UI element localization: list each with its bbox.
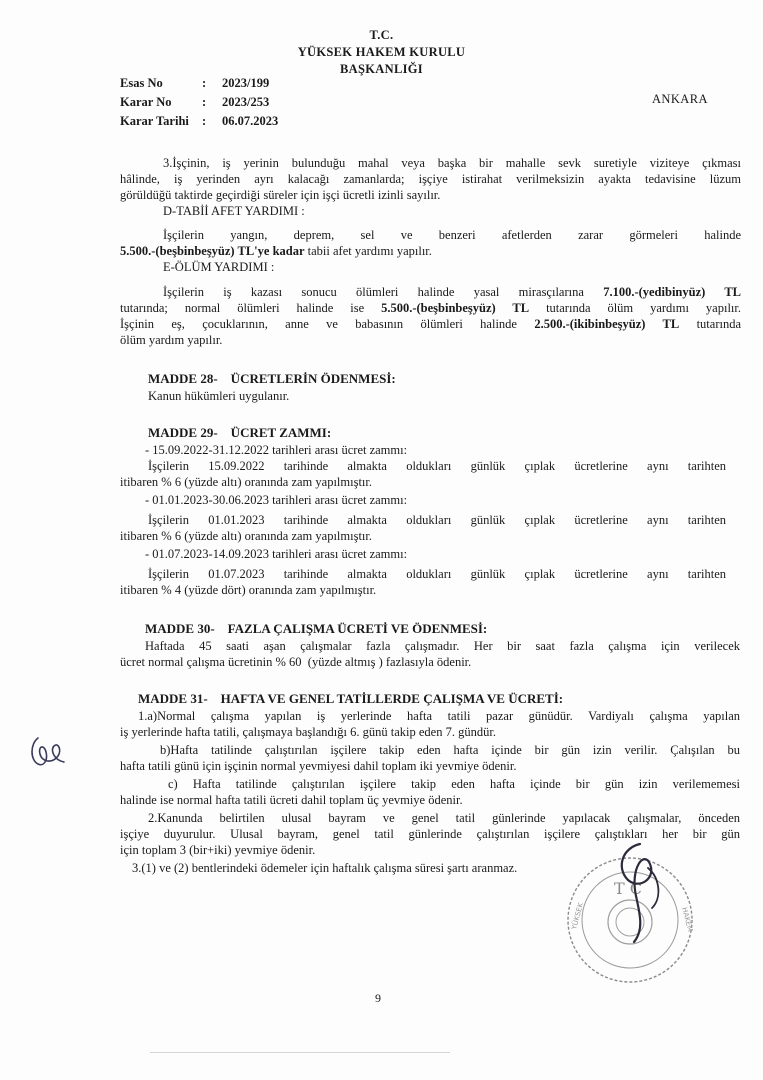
text-line: itibaren % 6 (yüzde altı) oranında zam yapılmıştır.: [120, 529, 373, 543]
esas-value: 2023/199: [222, 76, 270, 90]
text-line: [163, 285, 741, 300]
text-line: [120, 244, 432, 259]
amount: 5.500.-(beşbinbeşyüz) TL'ye kadar: [120, 244, 305, 258]
city: ANKARA: [652, 92, 708, 106]
text-line: itibaren % 4 (yüzde dört) oranında zam yapılmıştır.: [120, 583, 377, 597]
header-baskanlik: BAŞKANLIĞI: [340, 62, 423, 76]
karar-label: Karar No: [120, 95, 172, 109]
svg-text:T C: T C: [614, 879, 642, 898]
page-number: 9: [375, 991, 381, 1005]
amount: 2.500.-(ikibinbeşyüz) TL: [534, 317, 680, 331]
text-line: - 15.09.2022-31.12.2022 tarihleri arası ücret zammı:: [145, 443, 408, 457]
text-fragment: İşçilerin iş kazası sonucu ölümleri halinde yasal mirasçılarına: [163, 285, 604, 299]
margin-initials-signature: [28, 730, 70, 772]
text-line: Haftada 45 saati aşan çalışmalar fazla çalışmadır. Her bir saat fazla çalışma için verilecek: [145, 639, 740, 653]
text-line: İşçilerin 15.09.2022 tarihinde almakta oldukları günlük çıplak ücretlerine aynı tarihten: [148, 459, 726, 473]
text-fragment: tutarında ölüm yardımı yapılır.: [529, 301, 741, 315]
text-fragment: İşçinin eş, çocuklarının, anne ve babasının ölümleri halinde: [120, 317, 535, 331]
svg-text:YÜKSEK: YÜKSEK: [570, 901, 586, 931]
text-line: - 01.01.2023-30.06.2023 tarihleri arası ücret zammı:: [145, 493, 408, 507]
section-e-title: E-ÖLÜM YARDIMI :: [163, 260, 275, 274]
header-tc: T.C.: [369, 28, 394, 42]
case-meta: [120, 76, 278, 133]
text-line: hâlinde, iş yerinden ayrı kalacağı zamanlarda; işçiye istirahat verilmeksizin ayakta tedavisine lüzum: [120, 172, 741, 186]
text-line: - 01.07.2023-14.09.2023 tarihleri arası ücret zammı:: [145, 547, 408, 561]
madde-28-heading: MADDE 28- ÜCRETLERİN ÖDENMESİ:: [148, 371, 396, 386]
text-line: için toplam 3 (bir+iki) yevmiye ödenir.: [120, 843, 316, 857]
karar-value: 2023/253: [222, 95, 270, 109]
text-line: [120, 301, 741, 316]
scan-edge-line: [150, 1052, 450, 1053]
text-line: görüldüğü taktirde geçirdiği süreler için işçi ücretli izinli sayılır.: [120, 188, 441, 202]
text-line: itibaren % 6 (yüzde altı) oranında zam yapılmıştır.: [120, 475, 373, 489]
text-line: halinde ise normal hafta tatili ücreti dahil toplam üç yevmiye ödenir.: [120, 793, 463, 807]
text-line: ücret normal çalışma ücretinin % 60 (yüzde altmış ) fazlasıyla ödenir.: [120, 655, 472, 669]
text-line: [120, 317, 741, 332]
text-line: c) Hafta tatilinde çalıştırılan işçilere takip eden hafta içinde bir gün izin verilememesi: [168, 777, 740, 791]
madde-30-heading: MADDE 30- FAZLA ÇALIŞMA ÜCRETİ VE ÖDENMESİ:: [145, 621, 488, 636]
text-fragment: tabii afet yardımı yapılır.: [304, 244, 432, 258]
esas-row: [120, 76, 278, 95]
tarih-row: [120, 114, 278, 133]
colon: :: [202, 95, 207, 109]
text-line: İşçilerin yangın, deprem, sel ve benzeri afetlerden zarar görmeleri halinde: [163, 228, 741, 242]
text-line: İşçilerin 01.01.2023 tarihinde almakta oldukları günlük çıplak ücretlerine aynı tarihten: [148, 513, 726, 527]
text-line: 3.İşçinin, iş yerinin bulunduğu mahal veya başka bir mahalle sevk suretiyle viziteye çıkması: [163, 156, 741, 170]
text-line: iş yerlerinde hafta tatili, çalışmaya başlandığı 6. günü takip eden 7. gündür.: [120, 725, 496, 739]
text-line: 3.(1) ve (2) bentlerindeki ödemeler için haftalık çalışma süresi şartı aranmaz.: [132, 861, 518, 875]
text-line: 2.Kanunda belirtilen ulusal bayram ve genel tatil günlerinde yapılacak çalışmalar, önceden: [148, 811, 740, 825]
text-line: 1.a)Normal çalışma yapılan iş yerlerinde hafta tatili pazar günüdür. Vardiyalı çalışma yapılan: [138, 709, 740, 723]
madde-31-heading: MADDE 31- HAFTA VE GENEL TATİLLERDE ÇALIŞMA VE ÜCRETİ:: [138, 691, 564, 706]
text-fragment: tutarında: [679, 317, 741, 331]
madde-29-heading: MADDE 29- ÜCRET ZAMMI:: [148, 425, 332, 440]
colon: :: [202, 114, 207, 128]
section-d-title: D-TABİİ AFET YARDIMI :: [163, 204, 305, 218]
text-line: b)Hafta tatilinde çalıştırılan işçilere takip eden hafta içinde bir gün izin verilir. Çalışılan bu: [160, 743, 740, 757]
text-line: Kanun hükümleri uygulanır.: [148, 389, 290, 403]
amount: 5.500.-(beşbinbeşyüz) TL: [381, 301, 530, 315]
colon: :: [202, 76, 207, 90]
karar-row: [120, 95, 278, 114]
text-line: hafta tatili günü için işçinin normal yevmiyesi dahil toplam iki yevmiye ödenir.: [120, 759, 517, 773]
header-kurul: YÜKSEK HAKEM KURULU: [297, 45, 466, 59]
text-line: İşçilerin 01.07.2023 tarihinde almakta oldukları günlük çıplak ücretlerine aynı tarihten: [148, 567, 726, 581]
tarih-label: Karar Tarihi: [120, 114, 189, 128]
text-fragment: tutarında; normal ölümleri halinde ise: [120, 301, 382, 315]
esas-label: Esas No: [120, 76, 163, 90]
signature: [600, 838, 680, 948]
tarih-value: 06.07.2023: [222, 114, 279, 128]
amount: 7.100.-(yedibinyüz) TL: [603, 285, 741, 299]
text-line: ölüm yardım yapılır.: [120, 333, 223, 347]
text-line: işçiye duyurulur. Ulusal bayram, genel tatil günlerinde çalıştırılan işçilere çalıştıkları her bir gün: [120, 827, 740, 841]
svg-text:HAKEM: HAKEM: [680, 906, 695, 933]
